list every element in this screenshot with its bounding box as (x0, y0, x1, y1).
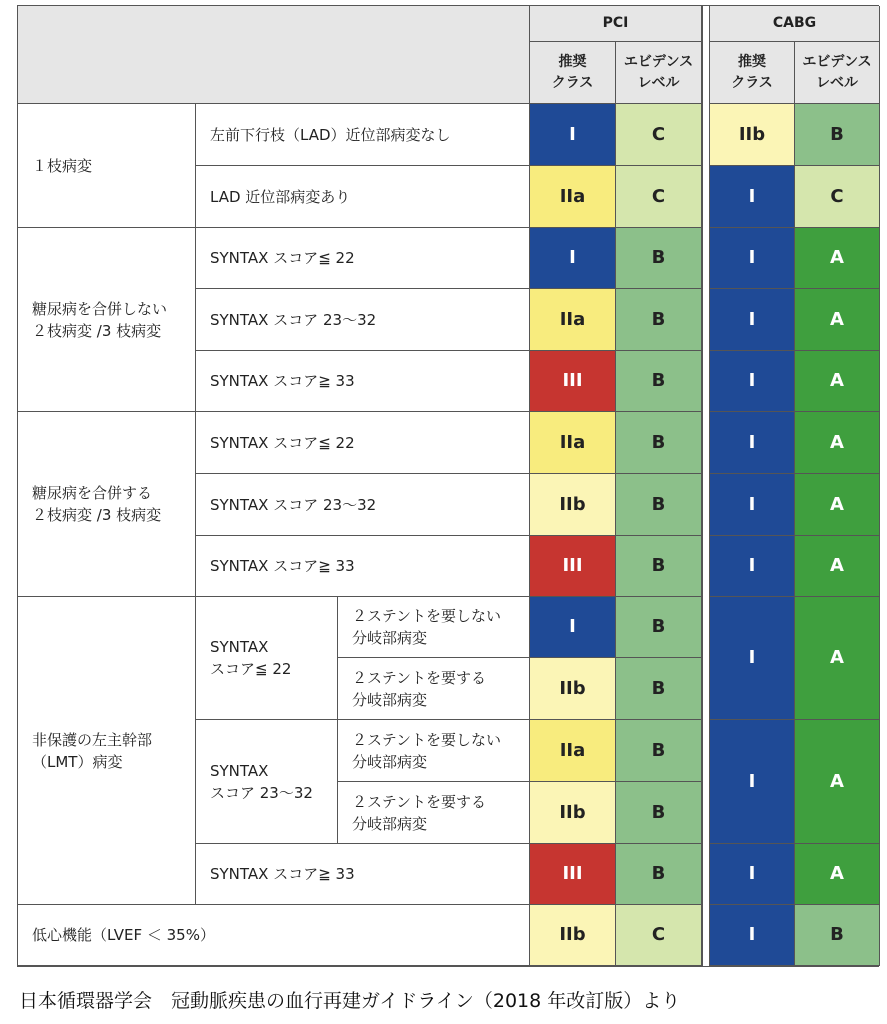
group-label-1: １枝病変 (18, 104, 196, 228)
cabg-level-cell: A (795, 474, 880, 536)
group-label-2: 糖尿病を合併しない ２枝病変 /3 枝病変 (18, 228, 196, 412)
row-label: SYNTAX スコア 23～32 (196, 474, 530, 536)
pci-class-cell: IIa (530, 412, 616, 474)
pci-level-cell: B (616, 351, 702, 412)
pci-class-cell: IIa (530, 720, 616, 782)
pci-class-cell: IIa (530, 289, 616, 351)
header-cabg: CABG (710, 6, 880, 42)
row-label: SYNTAX スコア 23～32 (196, 289, 530, 351)
cabg-class-cell: I (710, 597, 795, 720)
pci-class-cell: III (530, 844, 616, 905)
pci-class-cell: IIb (530, 782, 616, 844)
group-label-3: 糖尿病を合併する ２枝病変 /3 枝病変 (18, 412, 196, 597)
header-pci-class: 推奨 クラス (530, 42, 616, 104)
pci-level-cell: B (616, 289, 702, 351)
row-label: SYNTAX スコア≦ 22 (196, 228, 530, 289)
row-label: SYNTAX スコア≧ 33 (196, 351, 530, 412)
column-gap (702, 6, 710, 966)
cabg-level-cell: C (795, 166, 880, 228)
row-label: ２ステントを要しない 分岐部病変 (338, 597, 530, 658)
pci-level-cell: B (616, 844, 702, 905)
pci-level-cell: B (616, 720, 702, 782)
pci-level-cell: C (616, 104, 702, 166)
pci-class-cell: I (530, 228, 616, 289)
pci-class-cell: III (530, 536, 616, 597)
cabg-class-cell: I (710, 228, 795, 289)
pci-level-cell: B (616, 536, 702, 597)
pci-class-cell: III (530, 351, 616, 412)
cabg-class-cell: IIb (710, 104, 795, 166)
row-label: SYNTAX スコア≦ 22 (196, 412, 530, 474)
row-label: LAD 近位部病変あり (196, 166, 530, 228)
header-cabg-level: エビデンス レベル (795, 42, 880, 104)
cabg-level-cell: A (795, 412, 880, 474)
cabg-level-cell: A (795, 351, 880, 412)
row-label: 低心機能（LVEF ＜ 35%） (18, 905, 530, 966)
row-label: 左前下行枝（LAD）近位部病変なし (196, 104, 530, 166)
header-blank (18, 6, 530, 104)
cabg-level-cell: A (795, 720, 880, 844)
subgroup-label: SYNTAX スコア≦ 22 (196, 597, 338, 720)
row-label: ２ステントを要する 分岐部病変 (338, 782, 530, 844)
pci-class-cell: I (530, 597, 616, 658)
pci-level-cell: B (616, 412, 702, 474)
cabg-class-cell: I (710, 844, 795, 905)
pci-level-cell: C (616, 166, 702, 228)
pci-class-cell: I (530, 104, 616, 166)
cabg-class-cell: I (710, 166, 795, 228)
header-pci-level: エビデンス レベル (616, 42, 702, 104)
cabg-level-cell: A (795, 536, 880, 597)
row-label: SYNTAX スコア≧ 33 (196, 844, 530, 905)
cabg-level-cell: A (795, 844, 880, 905)
pci-class-cell: IIb (530, 905, 616, 966)
subgroup-label: SYNTAX スコア 23～32 (196, 720, 338, 844)
pci-level-cell: B (616, 474, 702, 536)
cabg-level-cell: A (795, 228, 880, 289)
cabg-class-cell: I (710, 905, 795, 966)
pci-class-cell: IIa (530, 166, 616, 228)
cabg-level-cell: B (795, 104, 880, 166)
cabg-level-cell: A (795, 597, 880, 720)
source-caption: 日本循環器学会 冠動脈疾患の血行再建ガイドライン（2018 年改訂版）より (19, 990, 681, 1012)
cabg-class-cell: I (710, 536, 795, 597)
cabg-class-cell: I (710, 289, 795, 351)
recommendation-table (17, 5, 879, 967)
row-label: ２ステントを要しない 分岐部病変 (338, 720, 530, 782)
pci-level-cell: B (616, 228, 702, 289)
pci-level-cell: B (616, 658, 702, 720)
cabg-class-cell: I (710, 720, 795, 844)
header-pci: PCI (530, 6, 702, 42)
group-label-4: 非保護の左主幹部 （LMT）病変 (18, 597, 196, 905)
cabg-level-cell: A (795, 289, 880, 351)
row-label: ２ステントを要する 分岐部病変 (338, 658, 530, 720)
pci-level-cell: B (616, 782, 702, 844)
row-label: SYNTAX スコア≧ 33 (196, 536, 530, 597)
pci-level-cell: C (616, 905, 702, 966)
cabg-class-cell: I (710, 351, 795, 412)
pci-class-cell: IIb (530, 474, 616, 536)
pci-level-cell: B (616, 597, 702, 658)
cabg-level-cell: B (795, 905, 880, 966)
header-cabg-class: 推奨 クラス (710, 42, 795, 104)
cabg-class-cell: I (710, 474, 795, 536)
cabg-class-cell: I (710, 412, 795, 474)
pci-class-cell: IIb (530, 658, 616, 720)
